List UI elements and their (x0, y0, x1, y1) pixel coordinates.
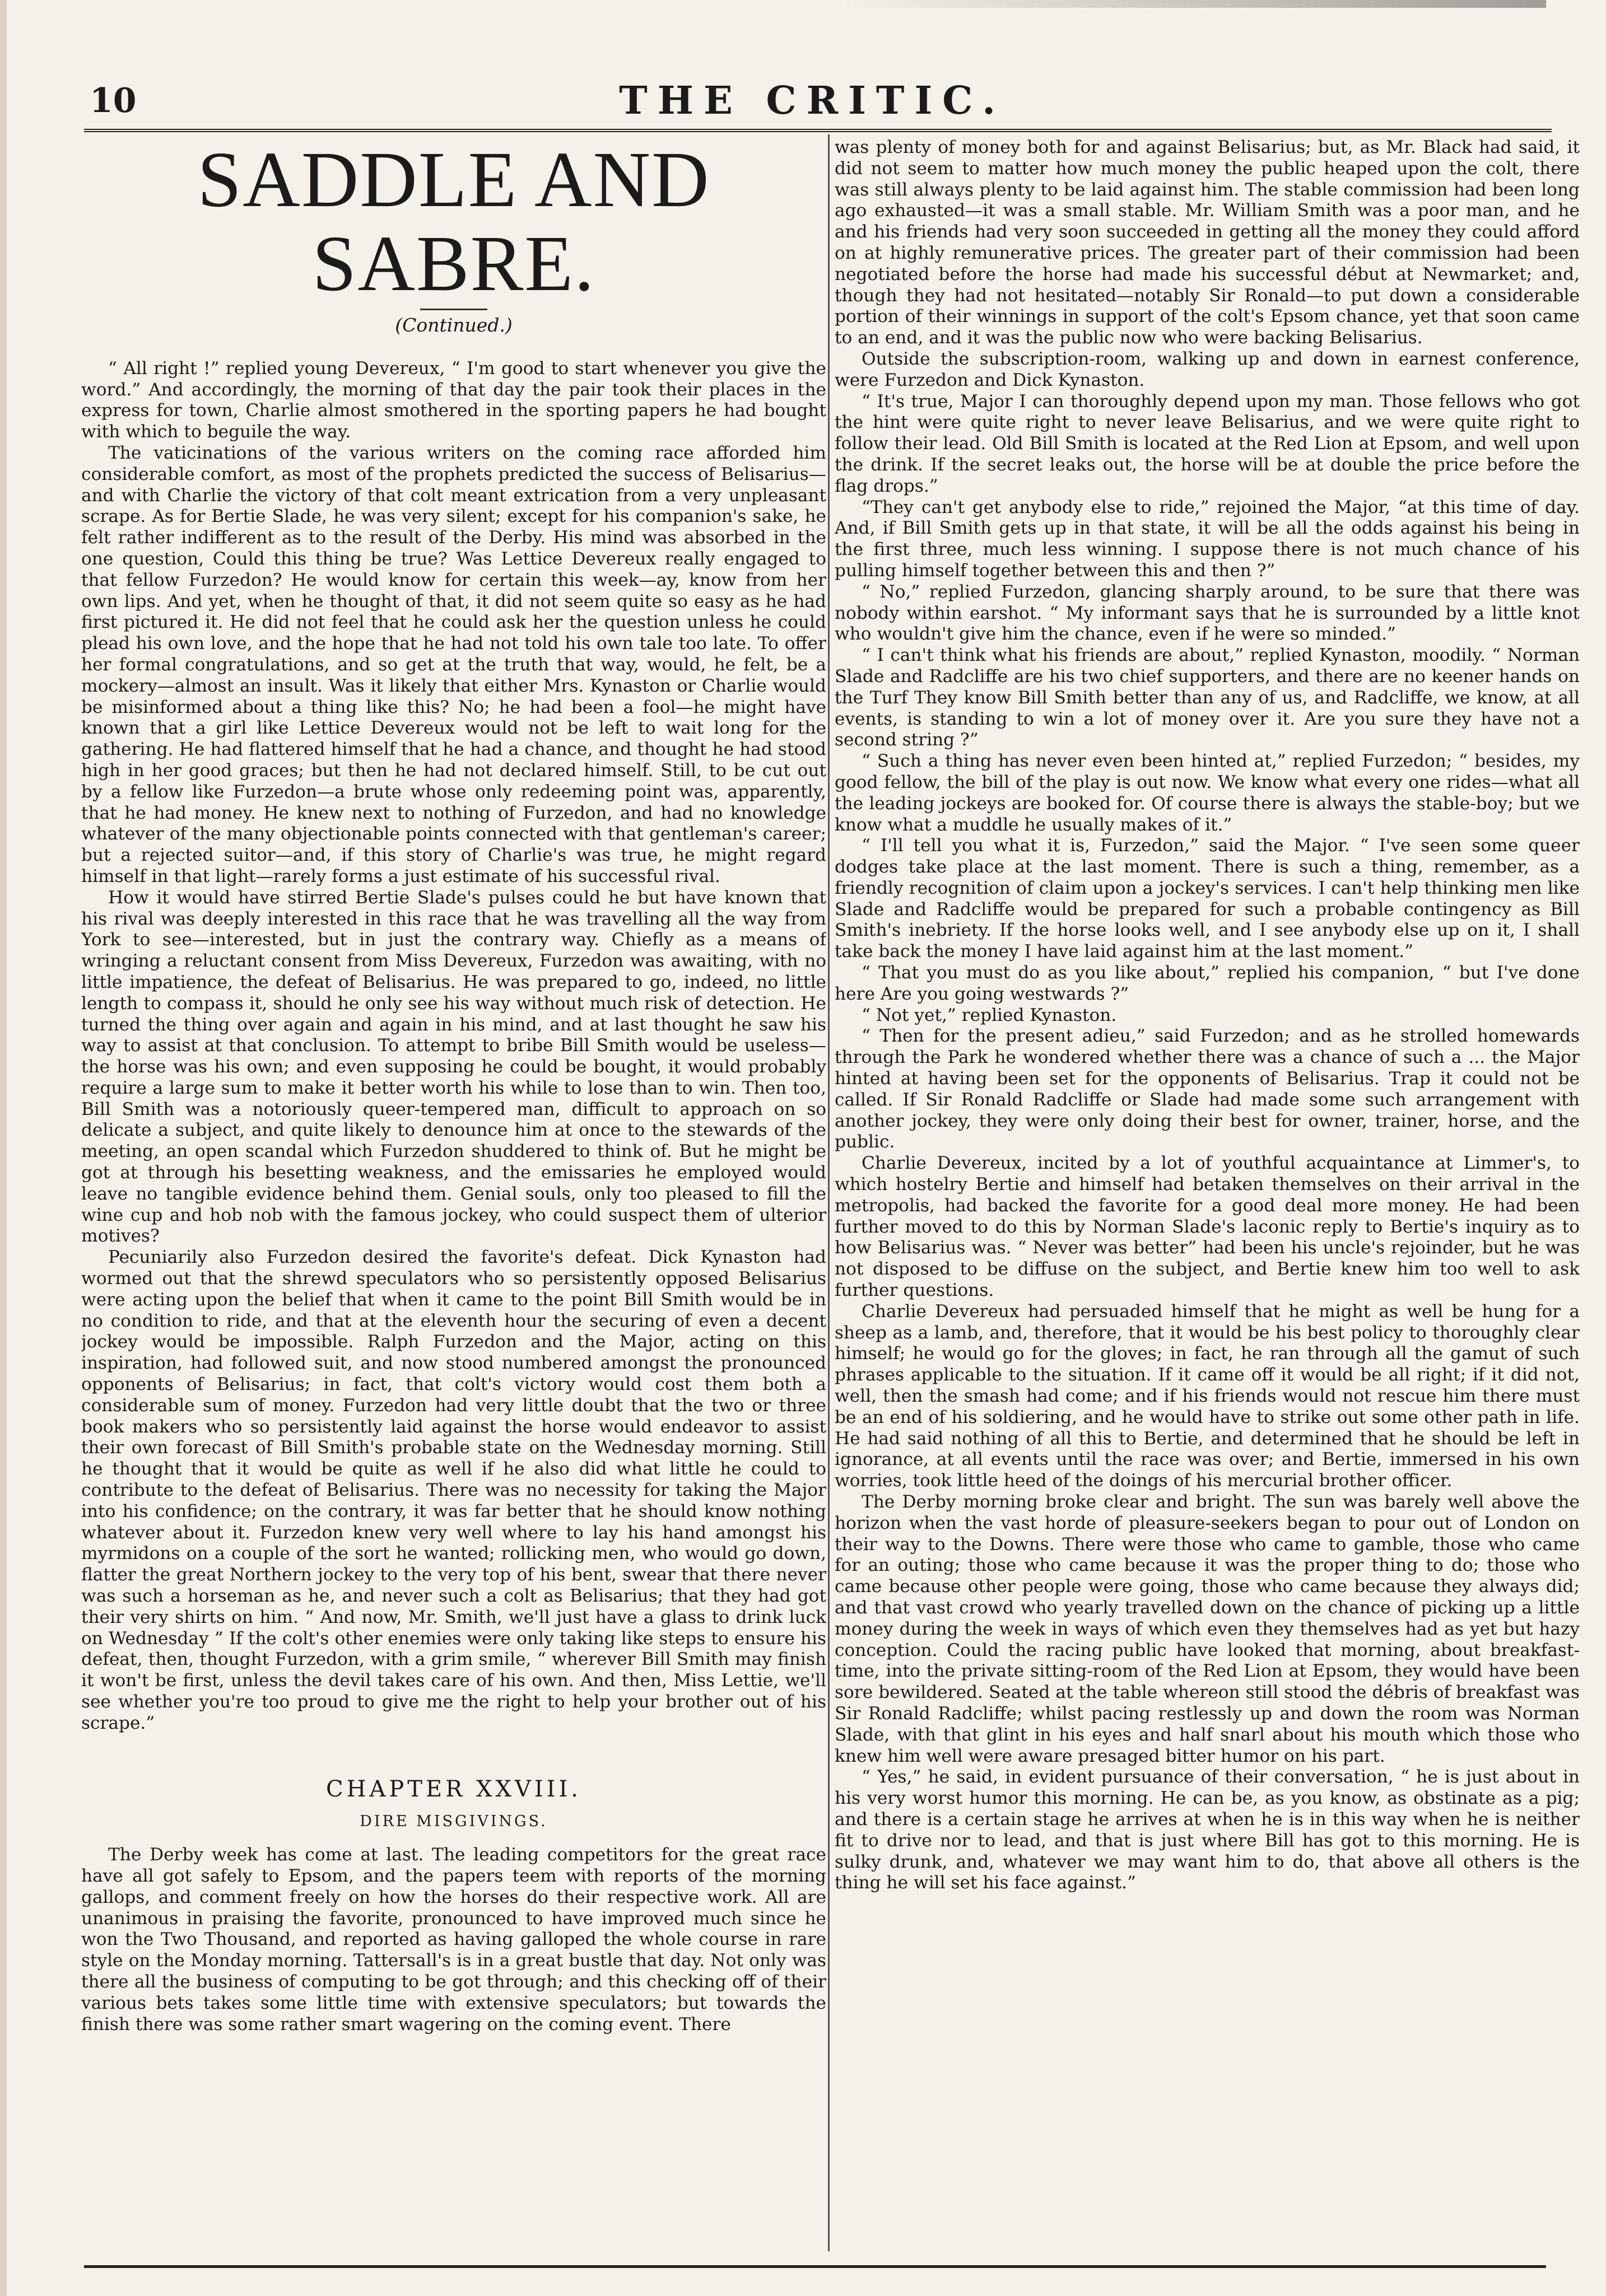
right-paragraphs (835, 137, 1580, 1894)
paragraph: “ That you must do as you like about,” replied his companion, “ but I've done here Are you going westwards ?” (835, 963, 1580, 1004)
right-column (835, 137, 1580, 2243)
footer-rule (84, 2265, 1546, 2268)
scan-binding-edge (0, 0, 7, 2296)
paragraph: “ I can't think what his friends are about,” replied Kynaston, moodily. “ Norman Slade and Radcliffe are his two chief supporters, and there are no keener hands on the Turf They know Bill Smith better than any of us, and Radcliffe, we know, at all events, is standing to win a lot of money over it. Are you sure they have not a second string ?” (835, 645, 1580, 750)
paragraph: Outside the subscription-room, walking up and down in earnest conference, were Furzedon and Dick Kynaston. (835, 348, 1580, 390)
article-title: SADDLE AND SABRE. (197, 137, 710, 307)
paragraph: “ I'll tell you what it is, Furzedon,” said the Major. “ I've seen some queer dodges take place at the last moment. There is such a thing, remember, as a friendly recognition of claim upon a jockey's services. I can't help thinking men like Slade and Radcliffe would be prepared for such a probable contingency as Bill Smith's inebriety. If the horse looks well, and I see anybody else up on it, I shall take back the money I have laid against him at the last moment.” (835, 836, 1580, 962)
column-divider (828, 134, 830, 2251)
paragraph: “ Such a thing has never even been hinted at,” replied Furzedon; “ besides, my good fellow, the bill of the play is out now. We know what every one rides—what all the leading jockeys are booked for. Of course there is always the stable-boy; but we know what a muddle he usually makes of it.” (835, 751, 1580, 835)
paragraph: Charlie Devereux had persuaded himself that he might as well be hung for a sheep as a lamb, and, therefore, that it would be his best policy to thoroughly clear himself; he would go for the gloves; in fact, he ran through all the gamut of such phrases applicable to the situation. If it came off it would be all right; if it did not, well, then the smash had come; and if his friends would not rescue him there must be an end of his soldiering, and he would have to strike out some other path in life. He had said nothing of all this to Bertie, and determined that he should be left in ignorance, at all events until the race was over; and Bertie, immersed in his own worries, took little heed of the doings of his mercurial brother officer. (835, 1301, 1580, 1491)
left-column (81, 137, 826, 2243)
paragraph: “ Not yet,” replied Kynaston. (862, 1005, 1117, 1025)
paragraph: “ All right !” replied young Devereux, “ I'm good to start whenever you give the word.” And accordingly, the morning of that day the pair took their places in the express for town, Charlie almost smothered in the sporting papers he had bought with which to beguile the way. (81, 358, 826, 442)
page-number: 10 (90, 81, 137, 120)
paragraph: How it would have stirred Bertie Slade's pulses could he but have known that his rival was deeply interested in this race that he was travelling all the way from York to see—interested, but in just the contrary way. Chiefly as a means of wringing a reluctant consent from Miss Devereux, Furzedon was awaiting, with no little impatience, the defeat of Belisarius. He was prepared to go, indeed, no little length to compass it, should he only see his way without much risk of detection. He turned the thing over again and again in his mind, and at last thought he saw his way to assist at that conclusion. To attempt to bribe Bill Smith would be useless—the horse was his own; and even supposing he could be bought, it would probably require a large sum to make it better worth his while to lose than to win. Then too, Bill Smith was a notoriously queer-tempered man, difficult to approach on so delicate a subject, and quite likely to denounce him at once to the stewards of the meeting, an open scandal which Furzedon shuddered to think of. But he might be got at through his besetting weakness, and the emissaries he employed would leave no tangible evidence behind them. Genial souls, only too pleased to fill the wine cup and hob nob with the famous jockey, who could suspect them of ulterior motives? (81, 887, 826, 1247)
chapter-paragraphs (81, 1845, 826, 2035)
paragraph: Charlie Devereux, incited by a lot of youthful acquaintance at Limmer's, to which hostelry Bertie and himself had betaken themselves on their arrival in the metropolis, had backed the favorite for a good deal more money. He had been further moved to do this by Norman Slade's laconic reply to Bertie's inquiry as to how Belisarius was. “ Never was better” had been his uncle's rejoinder, but he was not disposed to be diffuse on the subject, and Bertie knew him too well to ask further questions. (835, 1153, 1580, 1301)
paragraph: was plenty of money both for and against Belisarius; but, as Mr. Black had said, it did not seem to matter how much money the public heaped upon the colt, there was still always plenty to be laid against him. The stable commission had been long ago exhausted—it was a small stable. Mr. William Smith was a poor man, and he and his friends had very soon succeeded in getting all the money they could afford on at highly remunerative prices. The greater part of their commission had been negotiated before the horse had made his successful début at Newmarket; and, though they had not hesitated—notably Sir Ronald—to put down a considerable portion of their winnings in support of the colt's Epsom chance, yet that soon came to an end, and it was the public now who were backing Belisarius. (835, 137, 1580, 348)
paragraph: “ Yes,” he said, in evident pursuance of their conversation, “ he is just about in his very worst humor this morning. He can be, as you know, as obstinate as a pig; and there is a certain stage he arrives at when he is in this way when he is neither fit to drive nor to lead, and that is just where Bill has got to this morning. He is sulky drunk, and, whatever we may want him to do, that above all others is the thing he will set his face against.” (835, 1767, 1580, 1893)
page-header (84, 78, 1540, 129)
paper-title: THE CRITIC. (619, 78, 1006, 123)
paragraph: “ No,” replied Furzedon, glancing sharply around, to be sure that there was nobody within earshot. “ My informant says that he is surrounded by a little knot who wouldn't give him the chance, even if he were so minded.” (835, 581, 1580, 645)
paragraph: The vaticinations of the various writers on the coming race afforded him considerable comfort, as most of the prophets predicted the success of Belisarius—and with Charlie the victory of that colt meant extrication from a very unpleasant scrape. As for Bertie Slade, he was very silent; except for his companion's sake, he felt rather indifferent as to the result of the Derby. His mind was absorbed in the one question, Could this thing be true? Was Lettice Devereux really engaged to that fellow Furzedon? He would know for certain this week—ay, know from her own lips. And yet, when he thought of that, it did not seem quite so easy as he had first pictured it. He did not feel that he could ask her the question unless he could plead his own love, and the hope that he had not told his own tale too late. To offer her formal congratulations, and so get at the truth that way, would, he felt, be a mockery—almost an insult. Was it likely that either Mrs. Kynaston or Charlie would be misinformed about a thing like this? No; he had been a fool—he might have known that a girl like Lettice Devereux would not be left to wait long for the gathering. He had flattered himself that he had a chance, and thought he had stood high in her good graces; but then he had not declared himself. Still, to be cut out by a fellow like Furzedon—a brute whose only redeeming point was, apparently, that he had money. He knew next to nothing of Furzedon, and had no knowledge whatever of the many objectionable points connected with that gentleman's career; but a rejected suitor—and, if this story of Charlie's was true, he might regard himself in that light—rarely forms a just estimate of his successful rival. (81, 442, 826, 886)
continued-note: (Continued.) (395, 314, 513, 336)
header-rule (84, 129, 1552, 132)
scan-top-edge (840, 0, 1546, 8)
paragraph: “They can't get anybody else to ride,” rejoined the Major, “at this time of day. And, if Bill Smith gets up in that state, it will be all the odds against his being in the first three, much less winning. I suppose there is not much chance of his pulling himself together between this and then ?” (835, 497, 1580, 581)
title-rule (420, 309, 487, 310)
chapter-subtitle: DIRE MISGIVINGS. (360, 1813, 548, 1831)
paragraph: The Derby morning broke clear and bright. The sun was barely well above the horizon when the vast horde of pleasure-seekers began to pour out of London on their way to the Downs. There were those who came to gamble, those who came for an outing; those who came because it was the proper thing to do; those who came because other people were going, those who came because they always did; and that vast crowd who yearly travelled down on the chance of picking up a little money during the week in ways of which even they themselves had as yet but hazy conception. Could the racing public have looked that morning, about breakfast-time, into the private sitting-room of the Red Lion at Epsom, they would have been sore bewildered. Seated at the table whereon still stood the débris of breakfast was Sir Ronald Radcliffe; whilst pacing restlessly up and down the room was Norman Slade, with that glint in his eyes and half snarl about his mouth which those who knew him well were aware presaged bitter humor on his part. (835, 1492, 1580, 1766)
paragraph: Pecuniarily also Furzedon desired the favorite's defeat. Dick Kynaston had wormed out that the shrewd speculators who so persistently opposed Belisarius were acting upon the belief that when it came to the point Bill Smith would be in no condition to ride, and that at the eleventh hour the securing of even a decent jockey would be impossible. Ralph Furzedon and the Major, acting on this inspiration, had followed suit, and now stood numbered amongst the pronounced opponents of Belisarius; in fact, that colt's victory would cost them both a considerable sum of money. Furzedon had very little doubt that the two or three book makers who so persistently laid against the horse would endeavor to assist their own forecast of Bill Smith's probable state on the Wednesday morning. Still he thought that it would be quite as well if he also did what little he could to contribute to the defeat of Belisarius. There was no necessity for taking the Major into his confidence; on the contrary, it was far better that he should know nothing whatever about it. Furzedon knew very well where to lay his hand amongst his myrmidons on a couple of the sort he wanted; rollicking men, who would go down, flatter the great Northern jockey to the very top of his bent, swear that there never was such a horseman as he, and never such a colt as Belisarius; that they had got their very shirts on him. “ And now, Mr. Smith, we'll just have a glass to drink luck on Wednesday ” If the colt's other enemies were only taking like steps to ensure his defeat, then, thought Furzedon, with a grim smile, “ wherever Bill Smith may finish it won't be first, unless the devil takes care of his own. And then, Miss Lettie, we'll see whether you're too proud to give me the right to help your brother out of his scrape.” (81, 1247, 826, 1733)
paragraph: The Derby week has come at last. The leading competitors for the great race have all got safely to Epsom, and the papers teem with reports of the morning gallops, and comment freely on how the horses do their respective work. All are unanimous in praising the favorite, pronounced to have improved much since he won the Two Thousand, and reported as having galloped the whole course in rare style on the Monday morning. Tattersall's is in a great bustle that day. Not only was there all the business of computing to be got through; and this checking off of their various bets takes some little time with extensive speculators; but towards the finish there was some rather smart wagering on the coming event. There (81, 1845, 826, 2034)
paragraph: “ It's true, Major I can thoroughly depend upon my man. Those fellows who got the hint were quite right to never leave Belisarius, and we were quite right to follow their lead. Old Bill Smith is located at the Red Lion at Epsom, and well upon the drink. If the secret leaks out, the horse will be at double the price before the flag drops.” (835, 391, 1580, 496)
left-paragraphs (81, 358, 826, 1734)
paragraph: “ Then for the present adieu,” said Furzedon; and as he strolled homewards through the Park he wondered whether there was a chance of such a ... the Major hinted at having been set for the opponents of Belisarius. Trap it could not be called. If Sir Ronald Radcliffe or Slade had made some such arrangement with another jockey, they were only doing their best for owner, trainer, horse, and the public. (835, 1026, 1580, 1152)
chapter-title: CHAPTER XXVIII. (326, 1776, 581, 1802)
